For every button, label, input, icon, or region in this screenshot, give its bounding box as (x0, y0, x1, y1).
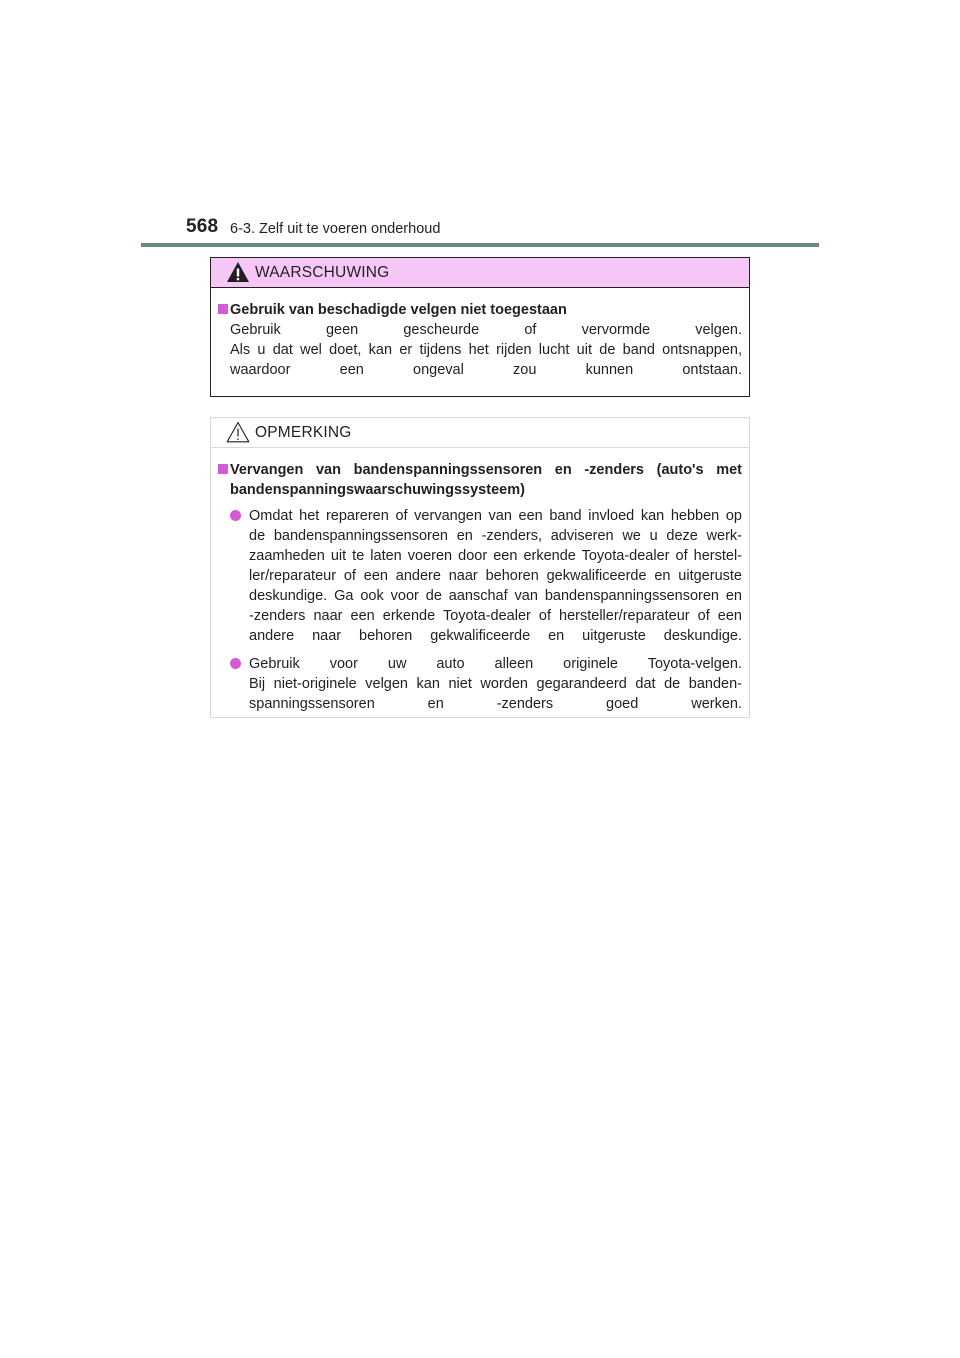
warning-text (230, 320, 742, 380)
warning-item (218, 300, 742, 380)
page-number: 568 (186, 216, 219, 237)
warning-body (211, 288, 749, 380)
warning-box (210, 257, 750, 397)
note-line: andere naar behoren gekwalificeerde en uitgeruste deskundige. (249, 628, 742, 644)
square-bullet-icon (218, 304, 228, 314)
warning-item-title: Gebruik van beschadigde velgen niet toegestaan (230, 302, 567, 318)
header-rule (141, 243, 819, 247)
round-bullet-icon (230, 510, 241, 521)
note-bullet (230, 654, 742, 714)
square-bullet-icon (218, 464, 228, 474)
note-bullet (230, 506, 742, 646)
warning-label: WAARSCHUWING (255, 264, 390, 281)
warning-triangle-icon (226, 261, 250, 283)
note-body (211, 448, 749, 714)
warning-box-header (211, 258, 749, 288)
note-bullet-text (249, 506, 742, 646)
note-line: ler/reparateur of een andere naar behoren gekwalificeerde en uitgeruste (249, 568, 742, 584)
note-line: zaamheden uit te laten voeren door een erkende Toyota-dealer of herstel- (249, 548, 742, 564)
page-header (0, 0, 960, 250)
warning-line: Als u dat wel doet, kan er tijdens het rijden lucht uit de band ontsnappen, (230, 342, 742, 358)
note-line: -zenders naar een erkende Toyota-dealer of hersteller/reparateur of een (249, 608, 742, 624)
note-line: Gebruik voor uw auto alleen originele Toyota-velgen. (249, 656, 742, 672)
note-box-header (211, 418, 749, 448)
section-title: 6-3. Zelf uit te voeren onderhoud (230, 221, 441, 237)
round-bullet-icon (230, 658, 241, 669)
note-line: spanningssensoren en -zenders goed werken. (249, 696, 742, 712)
note-line: deskundige. Ga ook voor de aanschaf van bandenspanningssensoren en (249, 588, 742, 604)
note-bullet-text (249, 654, 742, 714)
caution-outline-triangle-icon (226, 421, 250, 443)
note-item-title (230, 460, 742, 500)
note-line: Bij niet-originele velgen kan niet worden gegarandeerd dat de banden- (249, 676, 742, 692)
warning-line: waardoor een ongeval zou kunnen ontstaan. (230, 362, 742, 378)
note-label: OPMERKING (255, 424, 352, 441)
warning-line: Gebruik geen gescheurde of vervormde velgen. (230, 322, 742, 338)
note-item (218, 460, 742, 500)
note-title-line: Vervangen van bandenspanningssensoren en -zenders (auto's met (230, 462, 742, 478)
note-line: de bandenspanningssensoren en -zenders, adviseren we u deze werk- (249, 528, 742, 544)
note-title-line: bandenspanningswaarschuwingssysteem) (230, 482, 525, 498)
note-line: Omdat het repareren of vervangen van een band invloed kan hebben op (249, 508, 742, 524)
note-box (210, 417, 750, 718)
